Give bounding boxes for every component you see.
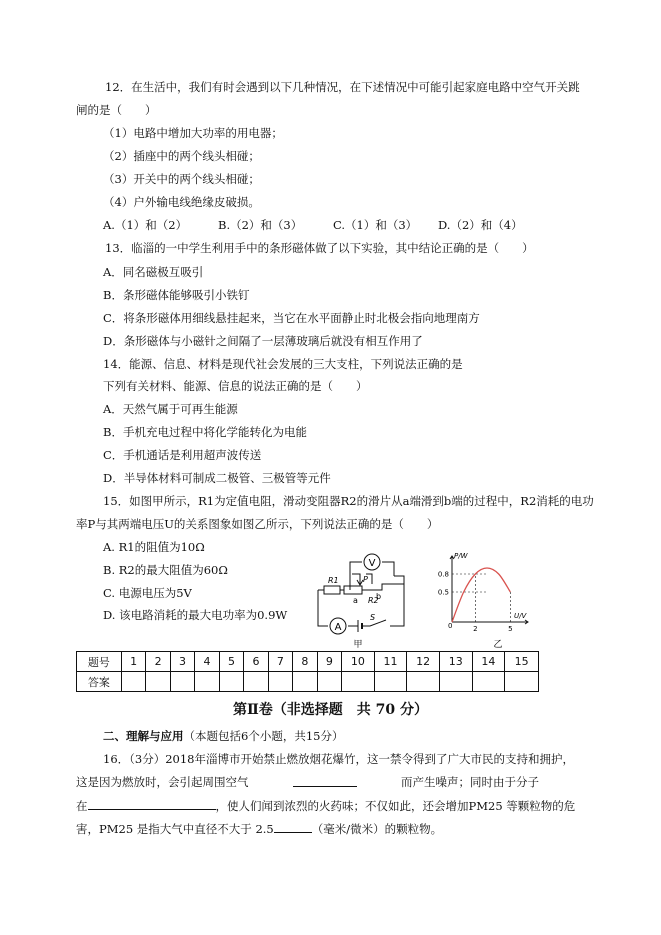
q15-stem-line2: 率P与其两端电压U的关系图象如图乙所示，下列说法正确的是（ ） (76, 517, 439, 531)
question-number-cell: 13 (439, 652, 472, 672)
q16-blank-2[interactable] (88, 797, 216, 810)
question-number-cell: 4 (195, 652, 219, 672)
answer-table-row-label: 答案 (77, 672, 122, 692)
q14-option-b: B．手机充电过程中将化学能转化为电能 (103, 425, 307, 439)
question-number-cell: 5 (219, 652, 243, 672)
answer-cell[interactable] (146, 672, 170, 692)
q16-line4-text-b: （毫米/微米）的颗粒物。 (311, 822, 443, 836)
q12-stem-line2: 闸的是（ ） (76, 103, 157, 117)
part2-title: 第Ⅱ卷（非选择题 共 70 分） (232, 702, 429, 718)
q12-stem-line1: 12．在生活中，我们有时会遇到以下几种情况，在下述情况中可能引起家庭电路中空气开关跳 (105, 80, 580, 94)
section-heading (103, 728, 343, 744)
q12-option-b: B.（2）和（3） (218, 218, 303, 232)
question-number-cell: 9 (317, 652, 341, 672)
answer-table (76, 651, 539, 692)
answer-cell[interactable] (374, 672, 407, 692)
q15-option-c: C. 电源电压为5V (103, 586, 192, 600)
q12-item-4: （4）户外输电线绝缘皮破损。 (103, 195, 260, 209)
chart-x-tick-label: 5 (508, 625, 513, 633)
section-title: 二、理解与应用 (103, 729, 184, 743)
r1-label: R1 (328, 576, 339, 585)
q15-option-a: A. R1的阻值为10Ω (103, 540, 205, 554)
q12-item-2: （2）插座中的两个线头相碰； (103, 149, 260, 163)
q12-option-c: C.（1）和（3） (333, 218, 418, 232)
pu-curve-series (452, 568, 510, 622)
answer-cell[interactable] (170, 672, 194, 692)
answer-table-header-row (77, 652, 539, 672)
question-number-cell: 6 (244, 652, 268, 672)
q13-option-d: D．条形磁体与小磁针之间隔了一层薄玻璃后就没有相互作用了 (103, 334, 423, 348)
answer-cell[interactable] (121, 672, 145, 692)
chart-x-tick-label: 2 (473, 625, 478, 633)
chart-y-tick-label: 0.8 (437, 570, 449, 579)
q12-item-1: （1）电路中增加大功率的用电器； (103, 126, 283, 140)
chart-xlabel: U/V (514, 612, 527, 620)
circuit-diagram (300, 548, 420, 652)
question-number-cell: 3 (170, 652, 194, 672)
chart-y-tick-label: 0.5 (437, 588, 449, 597)
chart-origin: 0 (448, 622, 453, 630)
q14-stem-line1: 14．能源、信息、材料是现代社会发展的三大支柱，下列说法正确的是 (103, 357, 463, 371)
q14-option-d: D．半导体材料可制成二极管、三极管等元件 (103, 471, 331, 485)
answer-cell[interactable] (342, 672, 375, 692)
q16-line4-text-a: 害，PM25 是指大气中直径不大于 2.5 (76, 822, 274, 836)
q12-option-d: D.（2）和（4） (438, 218, 523, 232)
answer-cell[interactable] (219, 672, 243, 692)
q16-line2-text-a: 这是因为燃放时，会引起周围空气 (76, 775, 249, 789)
question-number-cell: 1 (121, 652, 145, 672)
question-number-cell: 15 (505, 652, 539, 672)
question-number-cell: 10 (342, 652, 375, 672)
question-number-cell: 8 (293, 652, 317, 672)
answer-cell[interactable] (439, 672, 472, 692)
q16-line2-text-b: 而产生噪声；同时由于分子 (401, 775, 539, 789)
q13-option-a: A．同名磁极互吸引 (103, 265, 204, 279)
q14-stem-line2: 下列有关材料、能源、信息的说法正确的是（ ） (103, 379, 368, 393)
question-number-cell: 2 (146, 652, 170, 672)
slider-p-label: P (363, 575, 368, 584)
question-number-cell: 12 (407, 652, 440, 672)
answer-cell[interactable] (317, 672, 341, 692)
answer-cell[interactable] (407, 672, 440, 692)
q15-option-b: B. R2的最大阻值为60Ω (103, 563, 228, 577)
question-number-cell: 7 (268, 652, 292, 672)
question-number-cell: 11 (374, 652, 407, 672)
terminal-a-label: a (353, 596, 358, 605)
pu-chart (428, 548, 538, 652)
q15-stem-line1: 15．如图甲所示，R1为定值电阻，滑动变阻器R2的滑片从a端滑到b端的过程中，R2消耗的电功 (103, 494, 594, 508)
q16-blank-3[interactable] (274, 820, 312, 833)
section-note: （本题包括6个小题，共15分） (183, 729, 344, 743)
q15-option-d: D. 该电路消耗的最大电功率为0.9W (103, 608, 288, 622)
q16-line3-text-a: 在 (76, 799, 88, 813)
q16-line4 (76, 820, 442, 837)
q16-line2 (76, 774, 539, 790)
q16-line3-text-b: ，使人们闻到浓烈的火药味；不仅如此，还会增加PM25 等颗粒物的危 (215, 799, 576, 813)
terminal-b-label: b (376, 592, 382, 601)
answer-cell[interactable] (472, 672, 505, 692)
switch-s-label: S (370, 613, 376, 622)
question-number-cell: 14 (472, 652, 505, 672)
circuit-caption: 甲 (353, 640, 363, 650)
q16-blank-1[interactable] (293, 774, 357, 787)
answer-cell[interactable] (293, 672, 317, 692)
answer-cell[interactable] (268, 672, 292, 692)
r2-label: R2 (368, 596, 379, 605)
q12-item-3: （3）开关中的两个线头相碰； (103, 172, 260, 186)
q16-line3 (76, 797, 575, 814)
answer-cell[interactable] (244, 672, 268, 692)
q13-option-b: B．条形磁体能够吸引小铁钉 (103, 288, 250, 302)
answer-cell[interactable] (195, 672, 219, 692)
ammeter-label: A (334, 622, 342, 633)
q14-option-a: A．天然气属于可再生能源 (103, 402, 238, 416)
q14-option-c: C．手机通话是利用超声波传送 (103, 448, 262, 462)
chart-ylabel: P/W (454, 552, 468, 560)
voltmeter-label: V (368, 558, 376, 569)
q16-line1: 16．（3分）2018年淄博市开始禁止燃放烟花爆竹，这一禁令得到了广大市民的支持和拥护， (103, 752, 574, 766)
answer-cell[interactable] (505, 672, 539, 692)
answer-table-answer-row (77, 672, 539, 692)
q12-option-a: A.（1）和（2） (103, 218, 188, 232)
q13-option-c: C．将条形磁体用细线悬挂起来，当它在水平面静止时北极会指向地理南方 (103, 311, 480, 325)
answer-table-header-label: 题号 (77, 652, 122, 672)
q13-stem: 13．临淄的一中学生利用手中的条形磁体做了以下实验，其中结论正确的是（ ） (105, 241, 534, 255)
chart-caption: 乙 (493, 640, 503, 650)
